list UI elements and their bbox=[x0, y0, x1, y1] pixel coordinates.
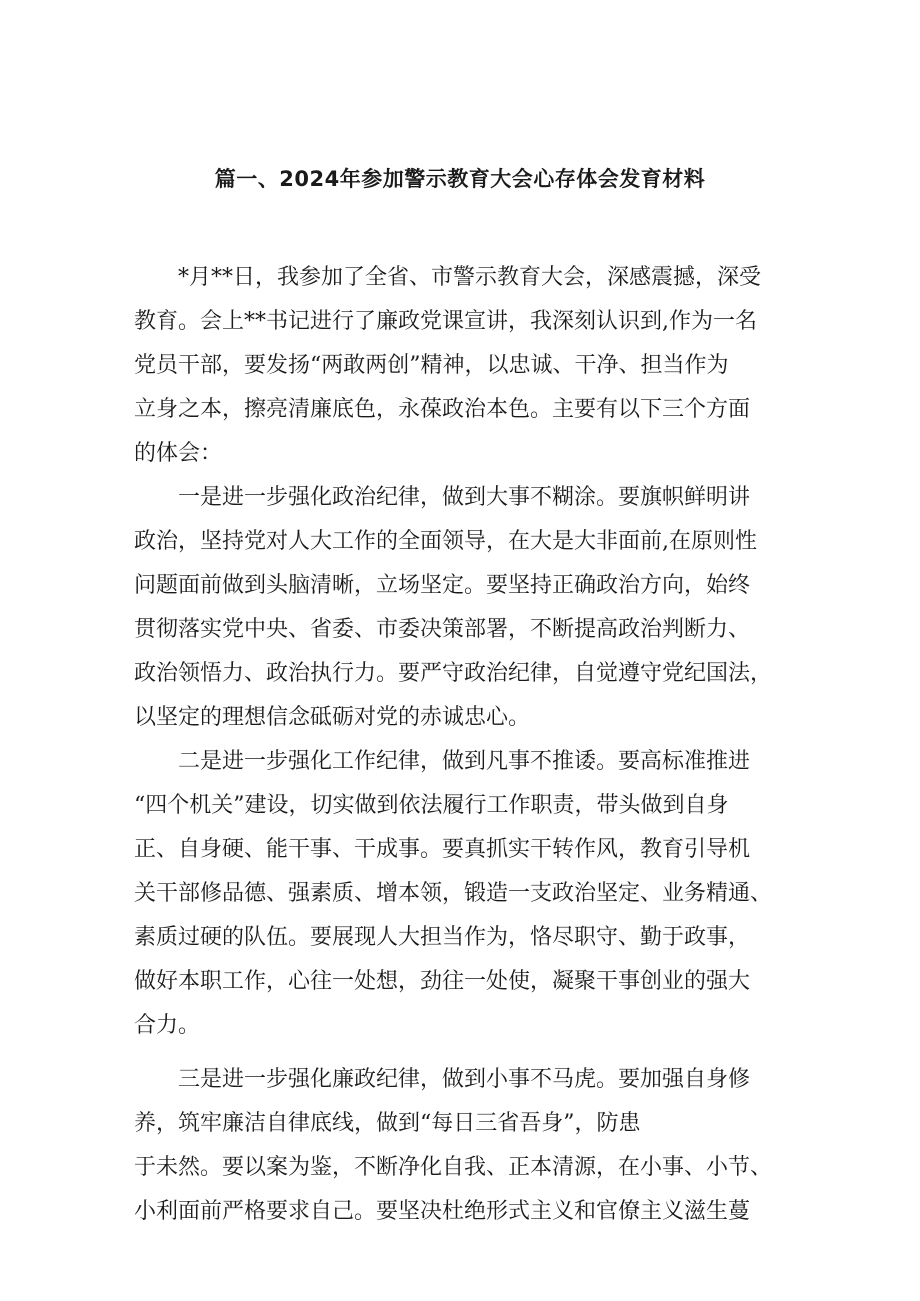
paragraph-line: 教育。会上**书记进行了廉政党课宣讲，我深刻认识到,作为一名 bbox=[134, 309, 757, 334]
paragraph-line: 正、自身硬、能干事、干成事。要真抓实干转作风，教育引导机 bbox=[134, 837, 751, 862]
paragraph-intro bbox=[134, 256, 794, 476]
paragraph-line: 做好本职工作，心往一处想，劲往一处使，凝聚干事创业的强大 bbox=[134, 969, 751, 994]
paragraph-line: 党员干部，要发扬“两敢两创”精神，以忠诚、干净、担当作为 bbox=[134, 353, 729, 378]
paragraph-work-discipline bbox=[134, 740, 794, 1048]
paragraph-line: 贯彻落实党中央、省委、市委决策部署，不断提高政治判断力、 bbox=[134, 617, 751, 642]
paragraph-line: 于未然。要以案为鉴，不断净化自我、正本清源，在小事、小节、 bbox=[134, 1155, 773, 1180]
paragraph-line: 以坚定的理想信念砥砺对党的赤诚忠心。 bbox=[134, 705, 531, 730]
paragraph-line: 二是进一步强化工作纪律，做到凡事不推诿。要高标准推进 bbox=[178, 749, 751, 774]
paragraph-line: 一是进一步强化政治纪律，做到大事不糊涂。要旗帜鲜明讲 bbox=[178, 485, 751, 510]
paragraph-line: “四个机关”建设，切实做到依法履行工作职责，带头做到自身 bbox=[134, 793, 729, 818]
document-title: 篇一、2024年参加警示教育大会心存体会发育材料 bbox=[214, 167, 706, 191]
paragraph-line: 的体会： bbox=[134, 441, 223, 466]
paragraph-line: 政治领悟力、政治执行力。要严守政治纪律，自觉遵守党纪国法， bbox=[134, 661, 773, 686]
paragraph-line: 合力。 bbox=[134, 1013, 201, 1038]
paragraph-line: 素质过硬的队伍。要展现人大担当作为，恪尽职守、勤于政事， bbox=[134, 925, 751, 950]
paragraph-line: 关干部修品德、强素质、增本领，锻造一支政治坚定、业务精通、 bbox=[134, 881, 773, 906]
paragraph-line: 立身之本，擦亮清廉底色，永葆政治本色。主要有以下三个方面 bbox=[134, 397, 751, 422]
paragraph-line: *月**日，我参加了全省、市警示教育大会，深感震撼，深受 bbox=[178, 265, 762, 290]
document-body bbox=[134, 256, 794, 1234]
paragraph-line: 三是进一步强化廉政纪律，做到小事不马虎。要加强自身修 bbox=[178, 1067, 751, 1092]
paragraph-line: 政治，坚持党对人大工作的全面领导，在大是大非面前,在原则性 bbox=[134, 529, 757, 554]
paragraph-line: 问题面前做到头脑清晰，立场坚定。要坚持正确政治方向，始终 bbox=[134, 573, 751, 598]
paragraph-spacer bbox=[134, 1048, 794, 1058]
paragraph-political-discipline bbox=[134, 476, 794, 740]
paragraph-integrity-discipline bbox=[134, 1058, 794, 1234]
paragraph-line: 小利面前严格要求自己。要坚决杜绝形式主义和官僚主义滋生蔓 bbox=[134, 1199, 751, 1224]
paragraph-line: 养，筑牢廉洁自律底线，做到“每日三省吾身”，防患 bbox=[134, 1111, 641, 1136]
